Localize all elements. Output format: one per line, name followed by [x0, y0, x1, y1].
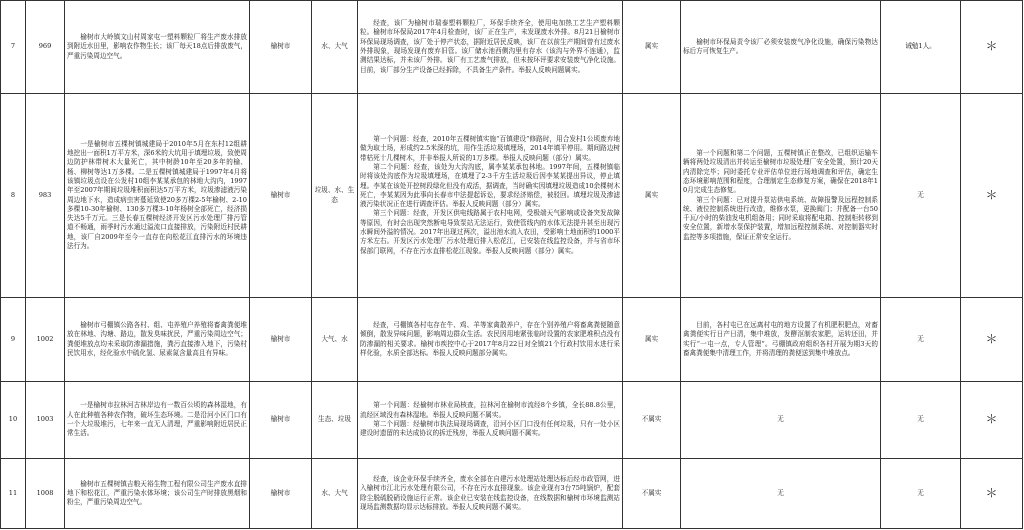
- table-row: [1, 298, 1023, 382]
- rectification: [681, 94, 881, 298]
- investigation-findings-paragraph: 第三个问题：经查，开发区供电线路属于农村电网，受极端天气影响或设备突发故障等原因，有时会出现突然断电导致泵站无法运行，致使管线内的水体无法提升甚至出现污水瞬间外溢的情况。2017年出现过两次，溢出池水流入农田，受影响土地面积约1000平方米左右。开发区污水处理厂污水处理后排入松花江，已安装在线监控设备，并与省市环保部门联网，不存在污水直排松花江现象。举报人反映问题（部分）属实。: [360, 209, 620, 255]
- accountability: 无: [881, 94, 961, 298]
- complaint-content-paragraph: 榆树市五棵树镇吉粮天裕生物工程有限公司生产废水直排地下和松花江，严重污染水体环境；该公司生产时排放黑烟和粉尘，严重污染周边空气。: [67, 479, 247, 507]
- pollution-type: 水、大气: [312, 459, 358, 529]
- complaint-content-paragraph: 榆树市弓棚镇公路各村、组、屯养殖户养殖将畜禽粪便堆放在林地、沟塘、路边，散发臭味扰民，严重污染周边空气；粪便堆放点均未采取防渗漏措施，粪污直接渗入地下，污染村民饮用水，经化验水中硫化氢、尿素氮含量高且有异味。: [67, 320, 247, 357]
- table-row: [1, 459, 1023, 529]
- admin-region: 榆树市: [250, 382, 312, 459]
- row-number: 7: [1, 1, 26, 94]
- case-code: 1003: [26, 382, 65, 459]
- investigation-findings: [358, 382, 623, 459]
- rectification-paragraph: 第三个问题：已对提升泵站供电系统、故障报警及远程控制系统、液位控制系统进行改造，维修水泵，更换阀门；并配备一台50千瓦/小时的柴油发电机组备用；同时采取将配电箱、控制柜转移到安全位置，新增水泵保护装置，增加远程控制系统、对控制器实时监控等多项措施，保证正常安全运行。: [683, 195, 878, 241]
- complaint-content: [65, 382, 250, 459]
- remark-mark: ＊: [961, 382, 1023, 459]
- rectification-paragraph: 第一个问题和第二个问题，五棵树镇正在整改，已组织运输车辆将两处垃圾清出并转运至榆树市垃圾处理厂安全处置，预计20天内清除完毕；同时委托专业评估单位进行场地调查和评估，确定生态环境影响范围和程度，合理制定生态修复方案，确保在2018年10月完成生态修复。: [683, 149, 878, 195]
- accountability: 无: [881, 382, 961, 459]
- complaint-content: [65, 298, 250, 382]
- pollution-type: 垃圾、水、生态: [312, 94, 358, 298]
- admin-region: 榆树市: [250, 298, 312, 382]
- pollution-type: 生态、垃圾: [312, 382, 358, 459]
- remark-mark: ＊: [961, 459, 1023, 529]
- investigation-findings-paragraph: 第一个问题：经榆树市林业局核查，拉林河在榆树市流经8个乡镇，全长88.8公里，流经区域没有森林湿地。举报人反映问题不属实。: [360, 401, 620, 419]
- row-number: 9: [1, 298, 26, 382]
- table-row: [1, 382, 1023, 459]
- investigation-findings-paragraph: 第一个问题：经查，2010年五棵树镇实施“百镇建设”修路时，用合发村1公顷废弃地做为取土场，形成约2.5米深的坑，用作生活垃圾填埋场，2014年填平停用。期间路边树带枯死十几棵树木，并非举报人所说的1万多棵。举报人反映问题（部分）属实。: [360, 135, 620, 162]
- complaint-content: [65, 1, 250, 94]
- rectification: [681, 298, 881, 382]
- complaint-content: [65, 459, 250, 529]
- case-code: 969: [26, 1, 65, 94]
- investigation-findings-paragraph: 第二个问题：经查，该处为大沟沟底，属李某某承包林地。1997年间，五棵树镇临时将该处沟底作为垃圾填埋场，在填埋了2-3千方生活垃圾后因李某某提出异议，停止填埋。李某在该处开挖树段绿化但没有成活，据调查，当时确实因填埋垃圾造成10余棵树木死亡，李某某因为此事向长春市中法提起诉讼，要求经济赔偿，被驳回。填埋垃圾及渗滤液污染状况正在进行调查评估。举报人反映问题（部分）属实。: [360, 162, 620, 209]
- investigation-findings: [358, 298, 623, 382]
- investigation-findings: [358, 1, 623, 94]
- complaint-content-paragraph: 一是榆树市五棵树镇城建局于2010年5月在东村12组耕地挖出一面积1万平方米，深6米的大坑用于填埋垃圾，致使周边防护林带树木大量死亡，其中树龄10年至20多年的榆、杨、柳树等达1万多棵。二是五棵树镇城建局于1997年4月将该镇垃圾点设在公发村10组李某某承包的林地大沟内，1997年至2007年期间垃圾堆积面积达5万平方米，垃圾渗滤液污染周边地下水，造成病虫害蔓延致使20多万棵2-5年榆树、2-10多棵10-30年榆树、130多万棵3-10年杨树全部死亡，经济损失达5千万元。三是长春五棵树经济开发区污水处理厂排污管道不畅通，雨季时污水通过溢流口直接排放，污染附近村民耕地，该厂自2009年至今一直存在向松花江直排污水的环境违法行为。: [67, 139, 247, 250]
- verdict: 属实: [623, 94, 681, 298]
- accountability: 无: [881, 298, 961, 382]
- accountability: 诫勉1人。: [881, 1, 961, 94]
- table-row: [1, 1, 1023, 94]
- case-code: 1008: [26, 459, 65, 529]
- investigation-findings-paragraph: 经查，弓棚镇各村屯存在牛、鸡、羊等家禽散养户，存在个别养殖户将畜禽粪便随意倾倒，散发异味问题，影响周边群众生活。农民因用地紧张临时设置的农家肥堆积点没有防渗漏的相关要求。榆树市疾控中心于2017年8月22日对全镇21个行政村饮用水进行采样化验，水质全部达标。举报人反映问题部分属实。: [360, 320, 620, 357]
- investigation-findings-paragraph: 经查，该厂为榆树市瑞泰塑料颗粒厂，环保手续齐全，使用电加热工艺生产塑料颗粒。榆树市环保局2017年4月检查时，该厂正在生产，未发现废水外排。8月21日榆树市环保局现场调查，该厂处于停产状态，据附近居民反映，该厂在以前生产期间曾有过废水外排现象，现场发现有废弃旧管。该厂储水池西侧沟里有存水（该沟与外界不连通），监测结果达标，并未该厂外排。该厂有工艺废气排放，但未按环评要求安装废气净化设施。目前，该厂部分生产设备已经拆除，不具备生产条件。举报人反映问题属实。: [360, 19, 620, 74]
- remark-mark: ＊: [961, 94, 1023, 298]
- rectification-paragraph: 榆树市环保局责令该厂必须安装废气净化设施，确保污染物达标后方可恢复生产。: [683, 37, 878, 55]
- case-code: 1002: [26, 298, 65, 382]
- verdict: 不属实: [623, 459, 681, 529]
- case-code: 983: [26, 94, 65, 298]
- investigation-findings-paragraph: 第二个问题：经榆树市执法局现场调查，沿河小区门口没有任何垃圾，只有一处小区建设时遗留的未达成协议的拆迁残房，举报人反映问题不属实。: [360, 420, 620, 438]
- verdict: 属实: [623, 1, 681, 94]
- complaint-content-paragraph: 榆树市大岭镇文山村周家屯一塑料颗粒厂将生产废水排放到附近水田里，影响农作物生长；该厂每天18点后排放废气，严重污染周边空气。: [67, 33, 247, 60]
- investigation-findings: [358, 94, 623, 298]
- rectification: [681, 1, 881, 94]
- row-number: 8: [1, 94, 26, 298]
- remark-mark: ＊: [961, 298, 1023, 382]
- rectification: 无: [681, 382, 881, 459]
- verdict: 属实: [623, 298, 681, 382]
- admin-region: 榆树市: [250, 94, 312, 298]
- investigation-findings: [358, 459, 623, 529]
- complaint-content: [65, 94, 250, 298]
- rectification-paragraph: 目前，各村屯已在远离村屯的地方设置了有机肥积肥点，对畜禽粪便实行日产日清，集中堆放，发酵沤制农家肥，运转还田，并实行“一屯一点，专人管理”。弓棚镇政府组织各村开展为期3天的畜禽粪便集中清理工作，并将清理的粪便送到集中堆放点。: [683, 320, 878, 357]
- pollution-type: 水、大气: [312, 1, 358, 94]
- admin-region: 榆树市: [250, 1, 312, 94]
- admin-region: 榆树市: [250, 459, 312, 529]
- table-row: [1, 94, 1023, 298]
- accountability: 无: [881, 459, 961, 529]
- row-number: 11: [1, 459, 26, 529]
- remark-mark: ＊: [961, 1, 1023, 94]
- table-body: [1, 1, 1023, 529]
- pollution-type: 大气、水: [312, 298, 358, 382]
- complaint-content-paragraph: 一是榆树市拉林河古林岸边有一数百公顷的森林湿地，有人在此种植各种农作物，破坏生态环境。二是沿河小区门口有一个大垃圾堆污，七年来一直无人清理，严重影响附近居民正常生活。: [67, 401, 247, 438]
- verdict: 不属实: [623, 382, 681, 459]
- rectification: 无: [681, 459, 881, 529]
- investigation-findings-paragraph: 经查，该企业环保手续齐全，废水全部在自建污水处理站处理达标后经市政管网，进入榆树市江北污水处理有限公司，不存在污水直排现象。该企业现有3台75吨锅炉，配套除尘脱硫脱硝设施运行正常。该企业已安装在线监控设备，在线数据和榆树市环境监测站现场监测数据均显示达标排放。举报人反映问题不属实。: [360, 474, 620, 511]
- row-number: 10: [1, 382, 26, 459]
